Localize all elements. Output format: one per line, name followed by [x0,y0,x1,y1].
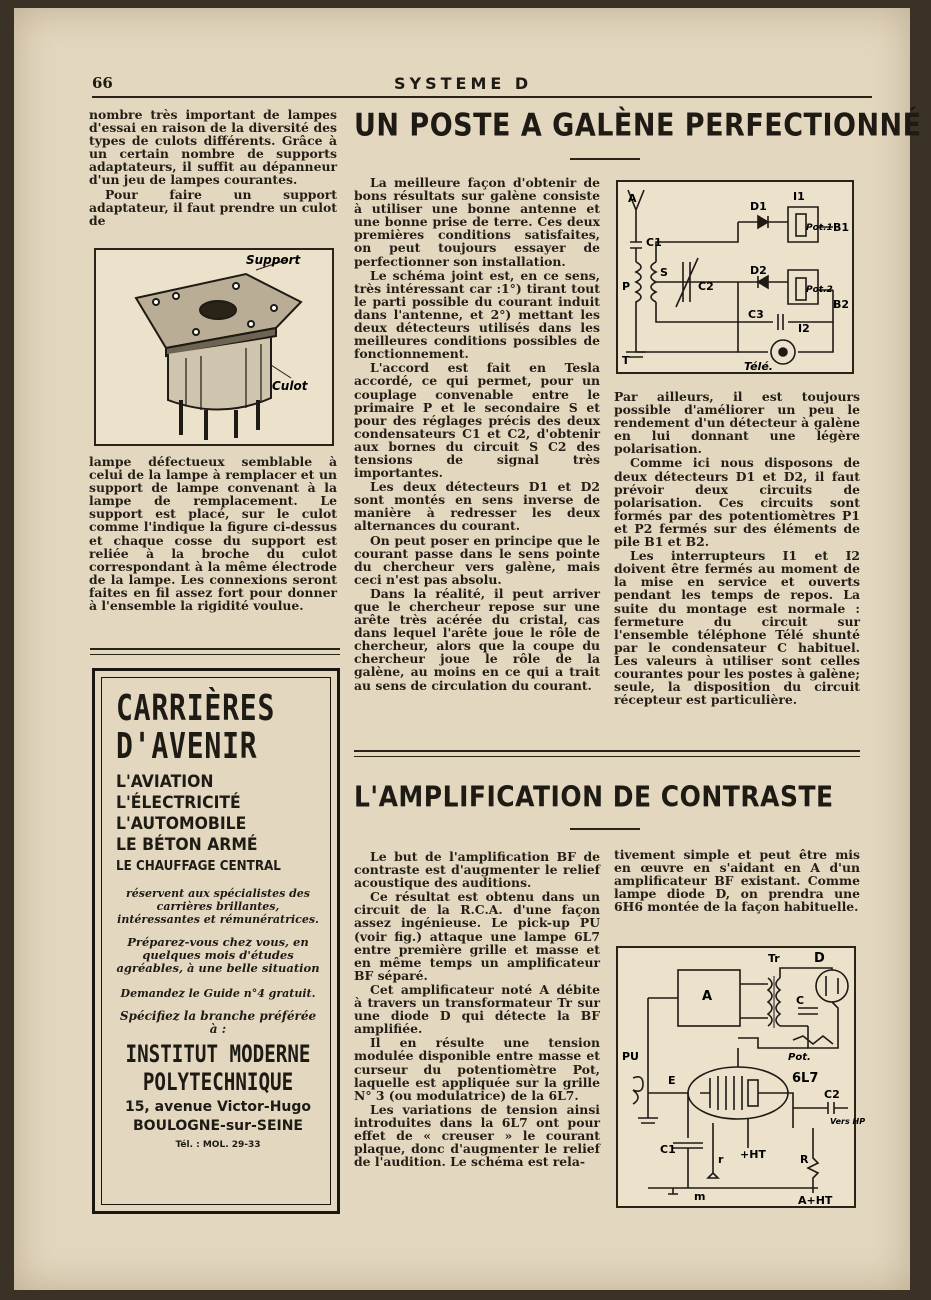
advertisement-frame [101,677,331,1205]
capacitor-c-label: C [796,994,805,1007]
paragraph: La meilleure façon d'obtenir de bons résultats sur galène consiste à utiliser une bonne antenne et une bonne prise de terre. Ces deux premières conditions satisfaites, on peut toujours essayer de perfectionner son installation. [354,175,600,269]
paragraph: Par ailleurs, il est toujours possible d'améliorer un peu le rendement d'un détecteur à galène en lui donnant une légère polarisation. [614,389,860,457]
secondary-label: S [660,266,668,279]
paragraph: Comme ici nous disposons de deux détecteurs D1 et D2, il faut prévoir deux circuits de polarisation. Ces circuits sont formés par des potentiomètres P1 et P2 fermés sur des éléments de pile B1 et B2. [614,455,860,550]
paragraph: Le schéma joint est, en ce sens, très intéressant car :1°) tirant tout le parti possible du courant induit dans l'antenne, et 2°) mettant les deux détecteurs utilisés dans les meilleures conditions possibles de fonctionnement. [354,267,600,362]
magazine-page [14,8,922,1290]
d2-label: D2 [750,264,767,277]
c1-label: C1 [660,1143,676,1156]
tele-label: Télé. [744,360,773,373]
amplifier-a-label: A [702,989,713,1004]
antenna-label: A [628,192,637,205]
ground-m-label: m [694,1190,706,1203]
vers-hp-label: Vers HP [830,1117,866,1126]
ad-reserved-text: réservent aux spécialistes des carrières brillantes, intéressantes et rémunératrices. [117,887,319,926]
paragraph: On peut poser en principe que le courant passe dans le sens pointe du chercheur vers galène, mais ceci n'est pas absolu. [354,532,600,587]
article2-right-column [614,848,860,914]
paragraph: Le but de l'amplification BF de contraste est d'augmenter le relief acoustique des auditions. [354,849,600,891]
paragraph: Les interrupteurs I1 et I2 doivent être fermés au moment de la mise en service et ouverts pendant les temps de repos. La suite du montage est normale : fermeture du circuit sur l'ensemble téléphone Télé shunté par le condensateur C habituel. Les valeurs à utiliser sont celles courantes pour les postes à galène; seule, la disposition du circuit récepteur est particulière. [614,548,860,708]
b2-label: B2 [833,298,850,311]
page-number: 66 [92,74,113,92]
ad-field: LE CHAUFFAGE CENTRAL [116,859,281,874]
ad-guide-text: Demandez le Guide n°4 gratuit. [120,987,316,1000]
title-rule [570,158,640,160]
paragraph: Il en résulte une tension modulée disponible entre masse et curseur du potentiomètre Pot, laquelle est appliquée sur la grille N° 3 (ou modulatrice) de la 6L7. [354,1035,600,1103]
left-column-bottom [89,455,337,613]
article-title: L'AMPLIFICATION DE CONTRASTE [354,780,834,814]
resistor-r-label: R [800,1153,809,1166]
e-label: E [668,1074,676,1087]
ad-address: 15, avenue Victor-Hugo [124,1099,312,1115]
support-adapter-drawing [96,250,332,444]
paragraph: lampe défectueux semblable à celui de la lampe à remplacer et un support de lampe convenant à la lampe de remplacement. Le support est placé, sur le culot comme l'indique la figure ci-dessus et chaque cosse du support est reliée à la broche du culot correspondant à la même électrode de la lampe. Les connexions seront faites en fil assez fort pour donner à l'ensemble la rigidité voulue. [89,454,337,614]
ad-school-name: POLYTECHNIQUE [142,1068,294,1096]
i1-label: I1 [793,190,805,203]
ad-school-name: INSTITUT MODERNE [125,1040,311,1068]
galena-circuit-diagram [618,182,852,372]
ad-field: L'AVIATION [116,772,214,792]
c3-label: C3 [748,308,764,321]
i2-label: I2 [798,322,810,335]
left-column-top [89,108,337,228]
ground-label: T [622,354,630,367]
d1-label: D1 [750,200,767,213]
support-adapter-figure [94,248,334,446]
paragraph: Dans la réalité, il peut arriver que le chercheur repose sur une arête très acérée du cristal, cas dans lequel l'arête joue le rôle de chercheur, alors que la coupe du chercheur joue le rôle de la galène, au moins en ce qui a trait au sens de circulation du courant. [354,585,600,693]
ht-label: +HT [740,1148,766,1161]
ad-headline: D'AVENIR [116,726,258,767]
contrast-amplifier-figure [616,946,866,1208]
galena-circuit-figure [616,180,854,374]
resistor-r1-label: r [718,1153,724,1166]
pot1-label: Pot.1 [806,223,833,233]
paragraph: Pour faire un support adaptateur, il faut prendre un culot de [89,186,337,228]
title-rule [570,828,640,830]
c1-label: C1 [646,236,662,249]
contrast-amplifier-diagram [618,948,866,1207]
paragraph: L'accord est fait en Tesla accordé, ce qui permet, pour un couplage convenable entre le primaire P et le secondaire S et pour des réglages précis des deux condensateurs C1 et C2, d'obtenir aux bornes du circuit S C2 des tensions de signal très importantes. [354,360,600,481]
pot2-label: Pot.2 [806,285,833,295]
primary-label: P [622,280,631,293]
paragraph: tivement simple et peut être mis en œuvre en s'aidant en A d'un amplificateur BF existant. Comme lampe diode D, on prendra une 6H6 montée de la façon habituelle. [614,847,860,915]
ad-prepare-text: Préparez-vous chez vous, en quelques mois d'études agréables, à une belle situation [116,935,320,975]
header-rule [92,96,872,98]
paragraph: Ce résultat est obtenu dans un circuit de la R.C.A. d'une façon assez ingénieuse. Le pick-up PU (voir fig.) attaque une lampe 6L7 entre première grille et masse et en même temps un amplificateur BF séparé. [354,889,600,983]
article-divider [354,750,860,757]
b1-label: B1 [833,221,850,234]
ad-headline: CARRIÈRES [116,688,276,729]
ad-telephone: Tél. : MOL. 29-33 [175,1140,261,1150]
paragraph: Cet amplificateur noté A débite à travers un transformateur Tr sur une diode D qui détecte la BF amplifiée. [354,981,600,1037]
a-ht-label: A+HT [798,1194,833,1207]
article2-middle-column [354,850,600,1169]
culot-label: Culot [272,379,308,393]
ad-field: L'ÉLECTRICITÉ [116,793,241,813]
article1-middle-column [354,176,600,693]
diode-label: D [814,951,825,966]
advertisement [92,668,340,1214]
ad-fields [116,772,304,877]
c2-label: C2 [698,280,714,293]
c2-label: C2 [824,1088,840,1101]
article1-right-column [614,390,860,707]
tube-6l7-label: 6L7 [792,1071,819,1086]
ad-field: LE BÉTON ARMÉ [116,835,258,855]
pot-label: Pot. [788,1052,811,1063]
ad-address: BOULOGNE-sur-SEINE [133,1118,303,1134]
ad-field: L'AUTOMOBILE [116,814,247,834]
left-column-rule [90,648,340,655]
article-title: UN POSTE A GALÈNE PERFECTIONNÉ [354,108,922,144]
transformer-label: Tr [768,952,780,965]
paragraph: nombre très important de lampes d'essai en raison de la diversité des types de culots différents. Grâce à un certain nombre de supports adaptateurs, il suffit au dépanneur d'un jeu de lampes courantes. [89,107,337,188]
ad-specify-text: Spécifiez la branche préférée à : [119,1009,317,1036]
paragraph: Les variations de tension ainsi introduites dans la 6L7 ont pour effet de « creuser » le courant plaque, donc d'augmenter le relief de l'audition. Le schéma est rela- [354,1101,600,1170]
support-label: Support [246,253,301,267]
magazine-title: SYSTEME D [394,74,533,93]
pickup-label: PU [622,1050,639,1063]
paragraph: Les deux détecteurs D1 et D2 sont montés en sens inverse de manière à redresser les deux alternances du courant. [354,479,600,534]
